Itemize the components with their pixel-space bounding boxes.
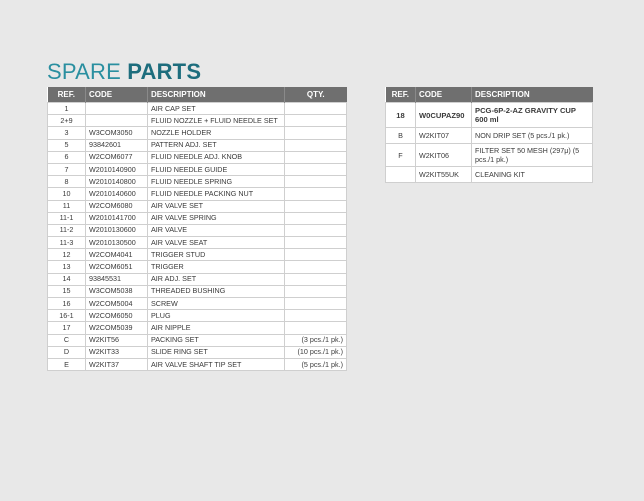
description-cell: NON DRIP SET (5 pcs./1 pk.) bbox=[472, 128, 593, 144]
qty-cell bbox=[285, 163, 347, 175]
ref-cell: 14 bbox=[48, 273, 86, 285]
code-cell: W2010130500 bbox=[86, 237, 148, 249]
description-cell: PLUG bbox=[148, 310, 285, 322]
table-row bbox=[48, 200, 347, 212]
code-cell: W3COM5038 bbox=[86, 285, 148, 297]
code-cell: W2COM6051 bbox=[86, 261, 148, 273]
code-cell: W2COM6050 bbox=[86, 310, 148, 322]
code-cell: W2COM4041 bbox=[86, 249, 148, 261]
table-row bbox=[48, 346, 347, 358]
description-cell: FLUID NOZZLE + FLUID NEEDLE SET bbox=[148, 115, 285, 127]
description-cell: PATTERN ADJ. SET bbox=[148, 139, 285, 151]
code-cell: W2010140600 bbox=[86, 188, 148, 200]
qty-cell bbox=[285, 212, 347, 224]
column-header-code: CODE bbox=[416, 87, 472, 103]
table-row bbox=[48, 212, 347, 224]
code-cell bbox=[86, 103, 148, 115]
table-row bbox=[48, 139, 347, 151]
qty-cell bbox=[285, 103, 347, 115]
table-row bbox=[48, 224, 347, 236]
description-cell: FILTER SET 50 MESH (297μ) (5 pcs./1 pk.) bbox=[472, 144, 593, 167]
qty-cell bbox=[285, 139, 347, 151]
qty-cell bbox=[285, 188, 347, 200]
table-row bbox=[386, 103, 593, 128]
qty-cell bbox=[285, 322, 347, 334]
qty-cell bbox=[285, 127, 347, 139]
code-cell: 93845531 bbox=[86, 273, 148, 285]
ref-cell: 18 bbox=[386, 103, 416, 128]
table-row bbox=[48, 322, 347, 334]
table-row bbox=[386, 144, 593, 167]
code-cell: W2010140800 bbox=[86, 176, 148, 188]
code-cell: W2KIT33 bbox=[86, 346, 148, 358]
qty-cell bbox=[285, 298, 347, 310]
qty-cell bbox=[285, 310, 347, 322]
description-cell: AIR NIPPLE bbox=[148, 322, 285, 334]
description-cell: AIR ADJ. SET bbox=[148, 273, 285, 285]
spare-parts-table bbox=[47, 87, 347, 371]
table-header-row bbox=[386, 87, 593, 103]
code-cell bbox=[86, 115, 148, 127]
ref-cell: 7 bbox=[48, 163, 86, 175]
description-cell: AIR VALVE SHAFT TIP SET bbox=[148, 358, 285, 370]
qty-cell: (5 pcs./1 pk.) bbox=[285, 358, 347, 370]
description-cell: FLUID NEEDLE SPRING bbox=[148, 176, 285, 188]
description-cell: PACKING SET bbox=[148, 334, 285, 346]
code-cell: W2010141700 bbox=[86, 212, 148, 224]
ref-cell: 5 bbox=[48, 139, 86, 151]
table-row bbox=[386, 128, 593, 144]
table-row bbox=[48, 127, 347, 139]
ref-cell: 2+9 bbox=[48, 115, 86, 127]
table-row bbox=[48, 285, 347, 297]
code-cell: W2010130600 bbox=[86, 224, 148, 236]
qty-cell bbox=[285, 249, 347, 261]
ref-cell: 12 bbox=[48, 249, 86, 261]
table-header-row bbox=[48, 87, 347, 103]
ref-cell: 16-1 bbox=[48, 310, 86, 322]
qty-cell bbox=[285, 261, 347, 273]
qty-cell bbox=[285, 237, 347, 249]
description-cell: AIR VALVE SEAT bbox=[148, 237, 285, 249]
qty-cell bbox=[285, 285, 347, 297]
table-row bbox=[48, 115, 347, 127]
code-cell: W3COM3050 bbox=[86, 127, 148, 139]
description-cell: TRIGGER bbox=[148, 261, 285, 273]
table-row bbox=[48, 163, 347, 175]
table-row bbox=[48, 358, 347, 370]
page-title bbox=[47, 59, 201, 85]
qty-cell bbox=[285, 176, 347, 188]
column-header-description: DESCRIPTION bbox=[148, 87, 285, 103]
table-row bbox=[48, 188, 347, 200]
table-row bbox=[48, 310, 347, 322]
code-cell: W2KIT07 bbox=[416, 128, 472, 144]
table-row bbox=[48, 273, 347, 285]
description-cell: NOZZLE HOLDER bbox=[148, 127, 285, 139]
qty-cell: (3 pcs./1 pk.) bbox=[285, 334, 347, 346]
code-cell: W2COM6080 bbox=[86, 200, 148, 212]
code-cell: W2COM6077 bbox=[86, 151, 148, 163]
description-cell: PCG-6P-2-AZ GRAVITY CUP 600 ml bbox=[472, 103, 593, 128]
column-header-ref: REF. bbox=[386, 87, 416, 103]
table-row bbox=[48, 261, 347, 273]
ref-cell: 16 bbox=[48, 298, 86, 310]
qty-cell: (10 pcs./1 pk.) bbox=[285, 346, 347, 358]
ref-cell: 11-3 bbox=[48, 237, 86, 249]
description-cell: FLUID NEEDLE PACKING NUT bbox=[148, 188, 285, 200]
ref-cell: E bbox=[48, 358, 86, 370]
ref-cell: 17 bbox=[48, 322, 86, 334]
table-row bbox=[48, 334, 347, 346]
ref-cell: 3 bbox=[48, 127, 86, 139]
description-cell: CLEANING KIT bbox=[472, 167, 593, 183]
table-row bbox=[48, 249, 347, 261]
qty-cell bbox=[285, 224, 347, 236]
table-row bbox=[48, 176, 347, 188]
ref-cell: 11-2 bbox=[48, 224, 86, 236]
code-cell: W0CUPAZ90 bbox=[416, 103, 472, 128]
qty-cell bbox=[285, 115, 347, 127]
description-cell: THREADED BUSHING bbox=[148, 285, 285, 297]
ref-cell: 11 bbox=[48, 200, 86, 212]
description-cell: SCREW bbox=[148, 298, 285, 310]
description-cell: AIR VALVE SPRING bbox=[148, 212, 285, 224]
ref-cell: 11-1 bbox=[48, 212, 86, 224]
code-cell: W2COM5004 bbox=[86, 298, 148, 310]
column-header-qty: QTY. bbox=[285, 87, 347, 103]
code-cell: 93842601 bbox=[86, 139, 148, 151]
table-row bbox=[48, 103, 347, 115]
code-cell: W2KIT06 bbox=[416, 144, 472, 167]
qty-cell bbox=[285, 151, 347, 163]
ref-cell: D bbox=[48, 346, 86, 358]
description-cell: AIR VALVE SET bbox=[148, 200, 285, 212]
description-cell: AIR CAP SET bbox=[148, 103, 285, 115]
ref-cell: 1 bbox=[48, 103, 86, 115]
ref-cell: 8 bbox=[48, 176, 86, 188]
description-cell: AIR VALVE bbox=[148, 224, 285, 236]
column-header-code: CODE bbox=[86, 87, 148, 103]
qty-cell bbox=[285, 273, 347, 285]
table-row bbox=[48, 151, 347, 163]
qty-cell bbox=[285, 200, 347, 212]
ref-cell: F bbox=[386, 144, 416, 167]
accessories-table bbox=[385, 87, 593, 183]
ref-cell: 15 bbox=[48, 285, 86, 297]
code-cell: W2010140900 bbox=[86, 163, 148, 175]
ref-cell: 10 bbox=[48, 188, 86, 200]
table-row bbox=[48, 298, 347, 310]
code-cell: W2KIT56 bbox=[86, 334, 148, 346]
column-header-ref: REF. bbox=[48, 87, 86, 103]
table-row bbox=[48, 237, 347, 249]
table-row bbox=[386, 167, 593, 183]
description-cell: SLIDE RING SET bbox=[148, 346, 285, 358]
ref-cell: B bbox=[386, 128, 416, 144]
description-cell: FLUID NEEDLE ADJ. KNOB bbox=[148, 151, 285, 163]
column-header-description: DESCRIPTION bbox=[472, 87, 593, 103]
ref-cell bbox=[386, 167, 416, 183]
description-cell: TRIGGER STUD bbox=[148, 249, 285, 261]
ref-cell: C bbox=[48, 334, 86, 346]
code-cell: W2COM5039 bbox=[86, 322, 148, 334]
page-title-bold: PARTS bbox=[127, 59, 202, 84]
ref-cell: 6 bbox=[48, 151, 86, 163]
page-title-light: SPARE bbox=[47, 59, 121, 84]
code-cell: W2KIT55UK bbox=[416, 167, 472, 183]
code-cell: W2KIT37 bbox=[86, 358, 148, 370]
ref-cell: 13 bbox=[48, 261, 86, 273]
description-cell: FLUID NEEDLE GUIDE bbox=[148, 163, 285, 175]
